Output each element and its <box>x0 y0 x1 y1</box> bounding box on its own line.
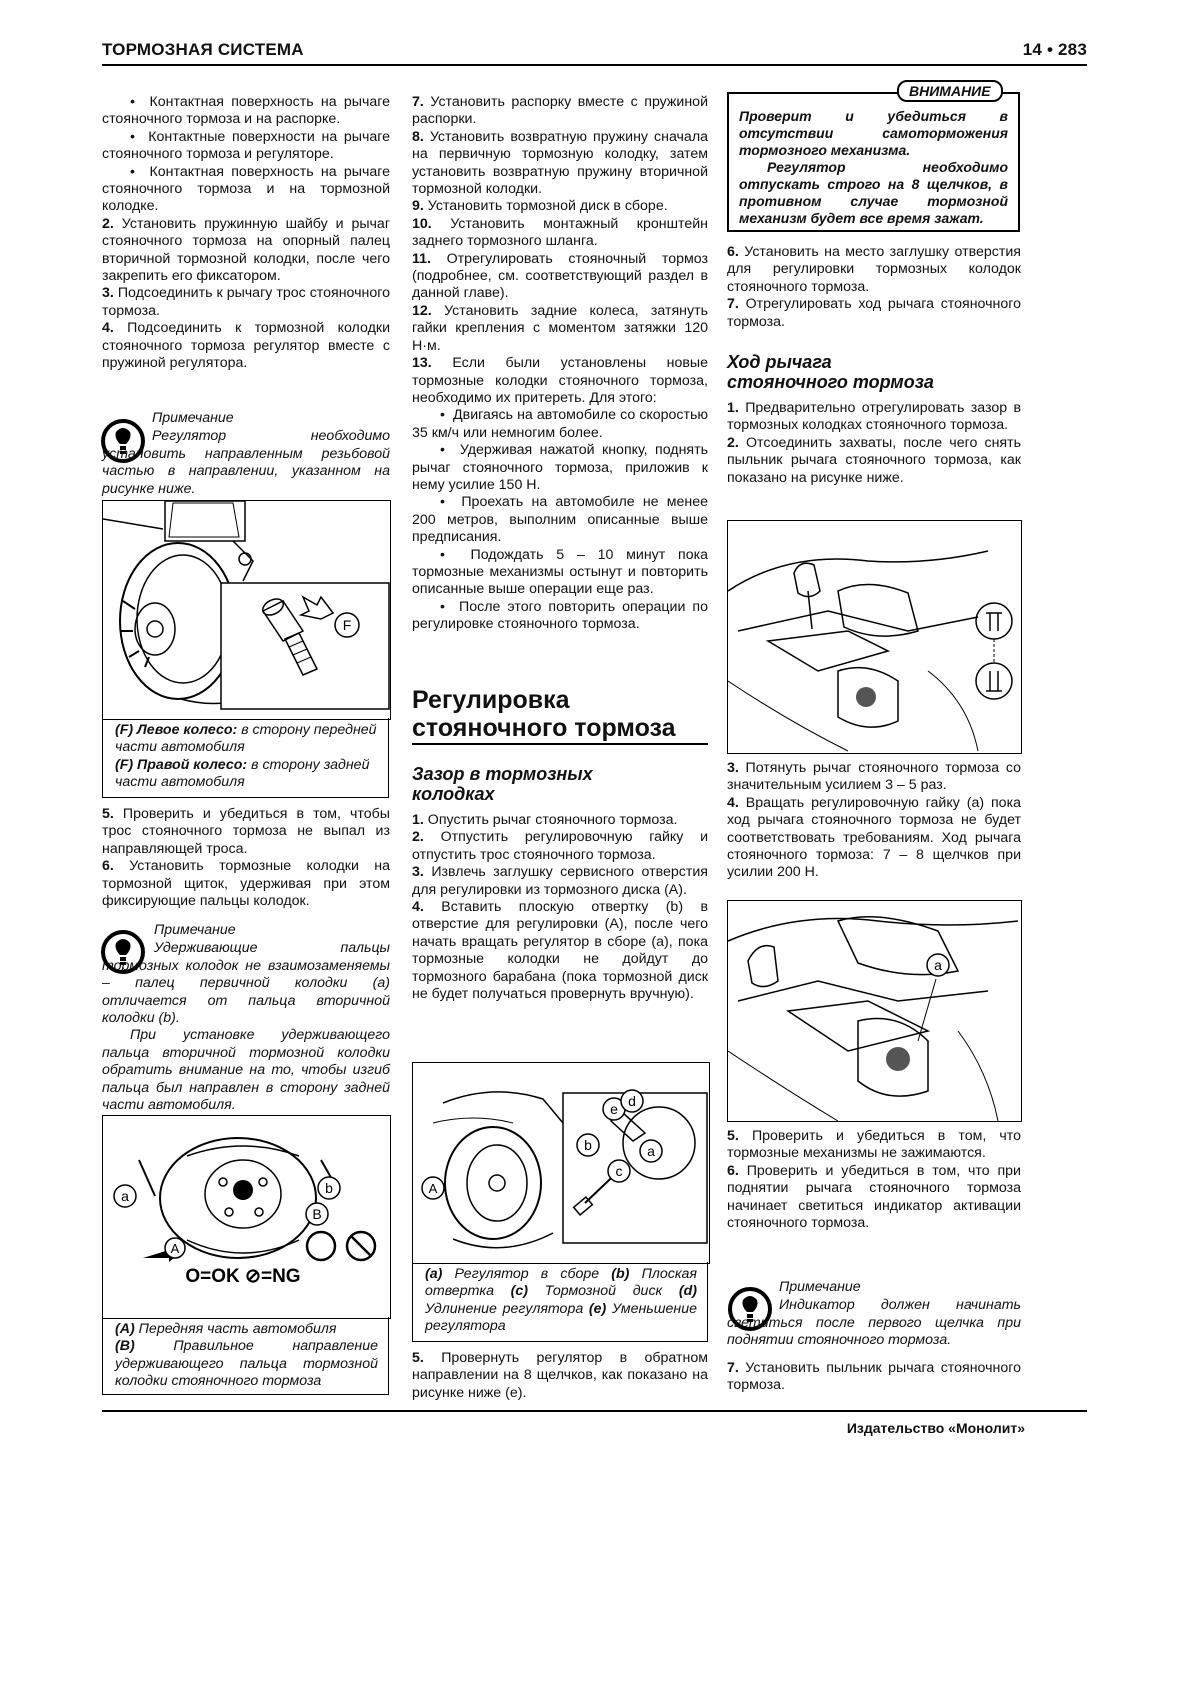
step-item: 2. Отсоединить захваты, после чего снять пыльник рычага стояночного тормоза, как показано на рисунке ниже. <box>727 434 1021 486</box>
col2-text-bottom <box>412 1350 708 1402</box>
list-item: • Удерживая нажатой кнопку, поднять рычаг стояночного тормоза, приложив к нему усилие 150 Н. <box>412 442 708 493</box>
col3-text-mid2 <box>727 760 1021 882</box>
lever-nut-illustration <box>728 901 1021 1121</box>
col3-text-top <box>727 244 1021 331</box>
step-item: 7. Установить пыльник рычага стояночного тормоза. <box>727 1360 1022 1394</box>
step-item: 4. Вставить плоскую отвертку (b) в отверстие для регулировки (А), после чего начать вращать регулятор в сборе (а), пока тормозные колодки не дойдут до тормозного барабана (пока тормозной диск не будет получаться провернуть вручную). <box>412 899 708 1003</box>
console-illustration <box>728 521 1021 753</box>
label-c: c <box>615 1163 623 1179</box>
figure2-caption <box>102 1317 389 1395</box>
warning-tag: ВНИМАНИЕ <box>897 80 1003 102</box>
adjuster-illustration <box>413 1063 709 1263</box>
label-b: b <box>325 1180 333 1196</box>
heading-line: Регулировка <box>412 686 570 714</box>
list-item: • Двигаясь на автомобиле со скоростью 35 км/ч или немногим более. <box>412 407 709 441</box>
warning-box <box>727 92 1020 232</box>
step-item: 1. Опустить рычаг стояночного тормоза. <box>412 812 678 828</box>
step-item: 8. Установить возвратную пружину сначала на первичную тормозную колодку, затем установить возвратную пружину вторичной тормозной колодки. <box>412 128 708 198</box>
note1 <box>102 410 390 498</box>
note-text: Удерживающие пальцы тормозных колодок не взаимозаменяемы – палец первичной колодки (а) отличается от пальца вторичной колодки (b). <box>102 940 390 1027</box>
page-number: 14 • 283 <box>1022 40 1087 59</box>
caption-line: (F) Правой колесо: в сторону задней части автомобиля <box>115 756 370 791</box>
ok-ng-legend: O=OK ⊘=NG <box>185 1266 301 1287</box>
label-b: b <box>584 1137 592 1153</box>
step-item: 6. Проверить и убедиться в том, что при поднятии рычага стояночного тормоза начинает светиться индикатор активации стояночного тормоза. <box>727 1162 1021 1232</box>
step-item: 2. Отпустить регулировочную гайку и отпустить трос стояночного тормоза. <box>412 829 708 863</box>
label-a: a <box>934 957 942 973</box>
note-text: При установке удерживающего пальца вторичной тормозной колодки обратить внимание на то, чтобы изгиб пальца был направлен в сторону задней части автомобиля. <box>102 1027 390 1114</box>
svg-text:F: F <box>342 617 352 633</box>
note-text: Индикатор должен начинать светиться после первого щелчка при поднятии стояночного тормоза. <box>727 1297 1021 1349</box>
figure-adjusting-nut <box>727 900 1022 1122</box>
footer-rule <box>102 1410 1087 1412</box>
step-item: 5. Провернуть регулятор в обратном направлении на 8 щелчков, как показано на рисунке ниже (е). <box>412 1350 708 1401</box>
note-title: Примечание <box>154 922 236 938</box>
note2 <box>102 922 390 1114</box>
caption-line: (F) Левое колесо: в сторону передней части автомобиля <box>115 722 377 756</box>
step-item: 3. Подсоединить к рычагу трос стояночного тормоза. <box>102 285 390 319</box>
section-heading-rule <box>412 743 708 745</box>
col3-text-bottom <box>727 1360 1021 1395</box>
step-item: 4. Подсоединить к тормозной колодки стояночного тормоза регулятор вместе с пружиной регулятора. <box>102 320 390 372</box>
note3 <box>727 1279 1021 1350</box>
figure-retaining-pin <box>102 1115 391 1319</box>
label-a: a <box>647 1143 655 1159</box>
col1-text-top <box>102 94 390 373</box>
step-item: 6. Установить тормозные колодки на тормозной щиток, удерживая при этом фиксирующие пальцы колодок. <box>102 858 390 910</box>
subsection-heading: Ход рычага стояночного тормоза <box>727 352 934 392</box>
list-item: • После этого повторить операции по регулировке стояночного тормоза. <box>412 598 708 633</box>
label-e: e <box>610 1101 618 1117</box>
label-B: B <box>312 1206 322 1222</box>
step-item: 11. Отрегулировать стояночный тормоз (подробнее, см. соответствующий раздел в данной главе). <box>412 250 708 302</box>
step-item: 3. Извлечь заглушку сервисного отверстия для регулировки из тормозного диска (А). <box>412 864 708 898</box>
caption-line: (A) Передняя часть автомобиля <box>115 1321 337 1337</box>
step-item: 5. Проверить и убедиться в том, чтобы трос стояночного тормоза не выпал из направляющей троса. <box>102 806 390 857</box>
step-item: 12. Установить задние колеса, затянуть гайки крепления с моментом затяжки 120 Н·м. <box>412 302 708 354</box>
label-A: A <box>170 1241 180 1256</box>
step-item: 2. Установить пружинную шайбу и рычаг стояночного тормоза на опорный палец вторичной тормозной колодки, после чего закрепить его фиксатором. <box>102 215 390 285</box>
wheel-hub-illustration <box>103 501 390 719</box>
list-item: • Контактная поверхность на рычаге стояночного тормоза и на тормозной колодке. <box>102 163 390 215</box>
section-title: ТОРМОЗНАЯ СИСТЕМА <box>102 40 304 59</box>
step-item: 13. Если были установлены новые тормозные колодки стояночного тормоза, необходимо их притереть. Для этого: <box>412 355 708 406</box>
publisher-credit: Издательство «Монолит» <box>846 1420 1025 1436</box>
heading-line: стояночного тормоза <box>412 714 676 742</box>
step-item: 1. Предварительно отрегулировать зазор в тормозных колодках стояночного тормоза. <box>727 400 1021 434</box>
col2-text-mid <box>412 812 708 1003</box>
note-title: Примечание <box>152 410 234 426</box>
list-item: • Контактные поверхности на рычаге стояночного тормоза и регуляторе. <box>102 128 390 163</box>
step-item: 7. Установить распорку вместе с пружиной распорки. <box>412 94 708 128</box>
warning-text: Проверит и убедиться в отсутствии самоторможения тормозного механизма. <box>739 108 1008 158</box>
subsection-heading: Зазор в тормозных колодках <box>412 764 593 804</box>
list-item: • Подождать 5 – 10 минут пока тормозные механизмы остынут и повторить описанные выше операции еще раз. <box>412 546 708 598</box>
step-item: 9. Установить тормозной диск в сборе. <box>412 198 668 215</box>
label-a: a <box>121 1188 129 1204</box>
brake-shield-illustration <box>103 1116 390 1318</box>
note-title: Примечание <box>779 1279 861 1295</box>
section-heading <box>412 686 676 742</box>
label-d: d <box>628 1093 636 1109</box>
figure1-caption <box>102 718 389 798</box>
col3-text-mid3 <box>727 1128 1021 1232</box>
step-item: 5. Проверить и убедиться в том, что тормозные механизмы не зажимаются. <box>727 1128 1021 1162</box>
list-item: • Контактная поверхность на рычаге стояночного тормоза и на распорке. <box>102 94 390 128</box>
note-text: Регулятор необходимо установить направленным резьбовой частью в направлении, указанном на рисунке ниже. <box>102 428 390 497</box>
caption-line: (a) Регулятор в сборе (b) Плоская отвертка (c) Тормозной диск (d) Удлинение регулятора (e) Уменьшение регулятора <box>425 1266 698 1335</box>
list-item: • Проехать на автомобиле не менее 200 метров, выполним описанные выше предписания. <box>412 494 708 546</box>
header-rule <box>102 64 1087 66</box>
col3-text-mid1 <box>727 400 1021 487</box>
step-item: 4. Вращать регулировочную гайку (а) пока ход рычага стояночного тормоза не будет соответствовать требованиям. Ход рычага стояночного тормоза: 7 – 8 щелчков при усилии 200 Н. <box>727 794 1021 881</box>
warning-text: Регулятор необходимо отпускать строго на 8 щелчков, в противном случае тормозной механизм будет все время зажат. <box>739 159 1008 226</box>
step-item: 10. Установить монтажный кронштейн заднего тормозного шланга. <box>412 215 708 250</box>
figure-lever-boot <box>727 520 1022 754</box>
figure3-caption <box>412 1262 708 1342</box>
figure-adjuster <box>412 1062 710 1264</box>
figure-wheel-regulator <box>102 500 391 720</box>
col1-text-mid <box>102 806 390 910</box>
step-item: 3. Потянуть рычаг стояночного тормоза со значительным усилием 3 – 5 раз. <box>727 760 1021 794</box>
label-A: A <box>428 1181 438 1196</box>
col2-text-top <box>412 94 708 634</box>
step-item: 7. Отрегулировать ход рычага стояночного тормоза. <box>727 296 1021 330</box>
step-item: 6. Установить на место заглушку отверстия для регулировки тормозных колодок стояночного тормоза. <box>727 244 1021 295</box>
caption-line: (B) Правильное направление удерживающего пальца тормозной колодки стояночного тормоза <box>115 1338 378 1390</box>
